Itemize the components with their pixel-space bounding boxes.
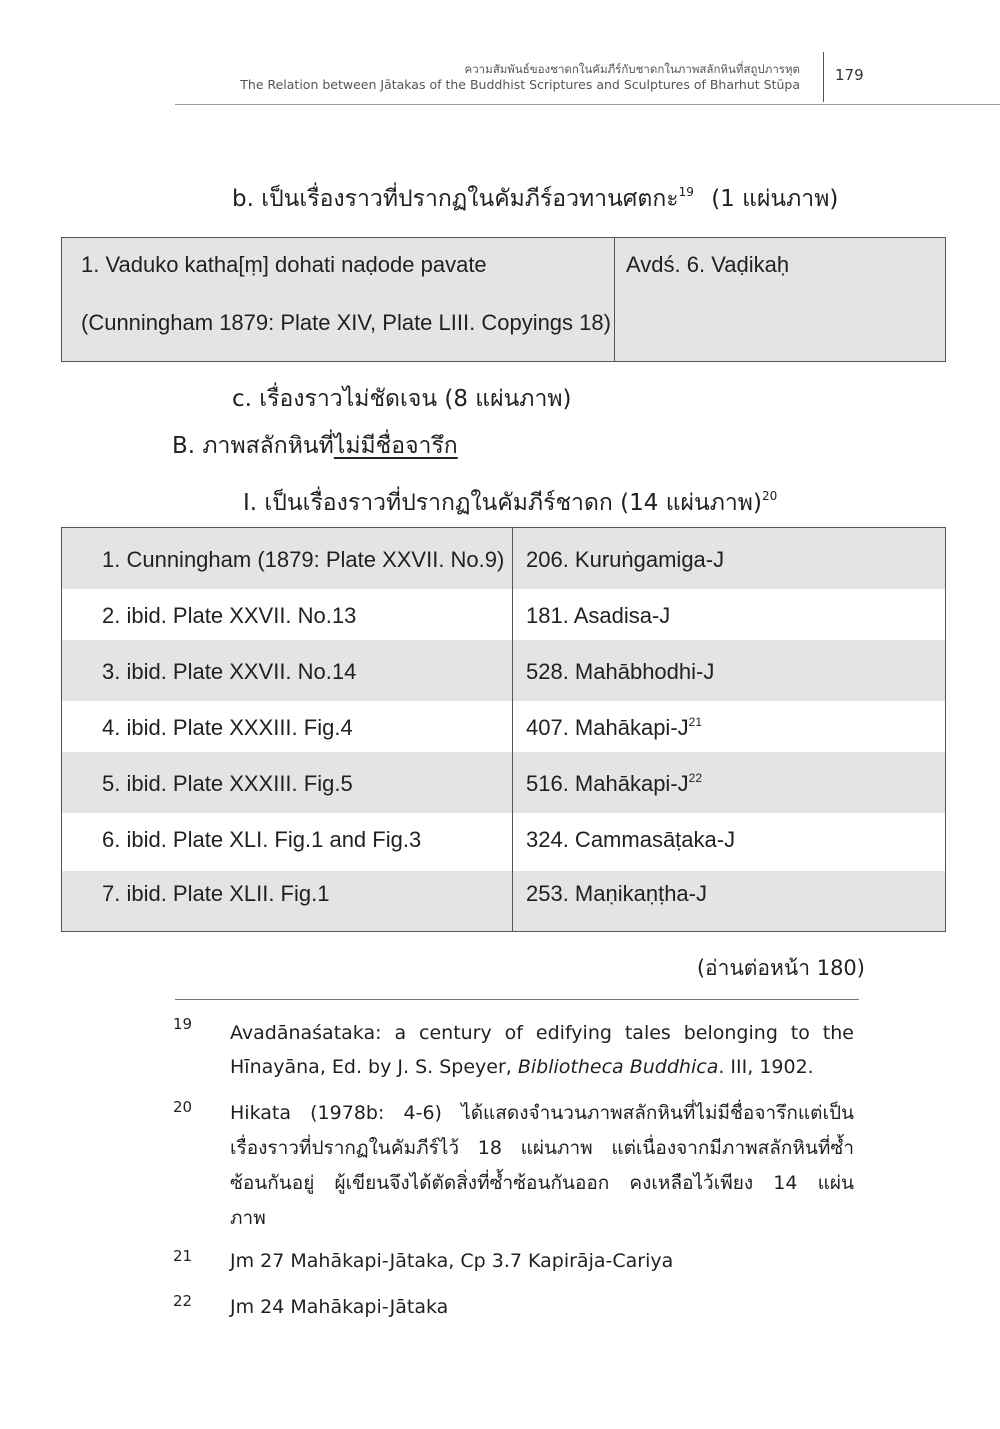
table-cell-reference: 7. ibid. Plate XLII. Fig.1 xyxy=(102,881,330,906)
header-divider xyxy=(823,52,824,102)
table-column-divider xyxy=(512,528,513,931)
footnote-ref-19[interactable]: 19 xyxy=(678,185,694,199)
table-cell-jataka xyxy=(526,771,702,797)
footnote-line: Jm 24 Mahākapi-Jātaka xyxy=(230,1296,449,1318)
footnote-italic-title: Bibliotheca Buddhica xyxy=(517,1056,719,1078)
table-cell-reference: 3. ibid. Plate XXVII. No.14 xyxy=(102,659,357,684)
table-row xyxy=(62,752,945,813)
heading-section-b-text: b. เป็นเรื่องราวที่ปรากฏในคัมภีร์อวทานศตกะ xyxy=(232,186,679,212)
footnote-number: 22 xyxy=(173,1292,193,1310)
table-cell-jataka xyxy=(526,715,702,741)
footnote-line: Avadānaśataka: a century of edifying tales belonging to the xyxy=(230,1022,854,1044)
table-row xyxy=(62,813,945,871)
footnote-19 xyxy=(230,1016,854,1084)
footnote-number: 21 xyxy=(173,1247,193,1265)
table-jataka xyxy=(61,527,946,932)
footnote-number: 19 xyxy=(173,1015,193,1033)
footnote-ref-20[interactable]: 20 xyxy=(761,489,778,503)
footnote-20 xyxy=(230,1096,854,1236)
table-cell-reference: 6. ibid. Plate XLI. Fig.1 and Fig.3 xyxy=(102,827,422,852)
footnote-ref-21[interactable]: 21 xyxy=(688,715,703,729)
jataka-name: 516. Mahākapi-J xyxy=(526,771,689,796)
table-cell-jataka: 324. Cammasāṭaka-J xyxy=(526,827,736,852)
footnote-line: Hikata (1978b: 4-6) ได้แสดงจำนวนภาพสลักหินที่ไม่มีชื่อจารึกแต่เป็น xyxy=(230,1102,854,1124)
footnote-22 xyxy=(230,1290,854,1324)
table-row xyxy=(62,871,945,931)
footnote-ref-22[interactable]: 22 xyxy=(688,771,703,785)
jataka-name: 407. Mahākapi-J xyxy=(526,715,689,740)
table-cell-reference: 1. Cunningham (1879: Plate XXVII. No.9) xyxy=(102,547,505,572)
footnote-number: 20 xyxy=(173,1098,193,1116)
footnote-line: เรื่องราวที่ปรากฏในคัมภีร์ไว้ 18 แผ่นภาพ แต่เนื่องจากมีภาพสลักหินที่ซ้ำ xyxy=(230,1137,854,1159)
footnote-line xyxy=(230,1050,854,1084)
heading-section-B-underlined: ไม่มีชื่อจารึก xyxy=(333,433,458,459)
running-header-english: The Relation between Jātakas of the Buddhist Scriptures and Sculptures of Bharhut Stūpa xyxy=(240,77,800,92)
heading-section-I-text: I. เป็นเรื่องราวที่ปรากฏในคัมภีร์ชาดก (14 แผ่นภาพ) xyxy=(243,490,762,516)
table-cell-jataka: 206. Kuruṅgamiga-J xyxy=(526,547,725,572)
footnote-rule xyxy=(175,999,859,1000)
table-cell-inscription: 1. Vaduko katha[ṃ] dohati naḍode pavate xyxy=(81,252,487,277)
footnote-line: ภาพ xyxy=(230,1207,266,1229)
header-rule xyxy=(175,104,1000,105)
footnote-text: Hīnayāna, Ed. by J. S. Speyer, xyxy=(230,1056,518,1078)
footnote-line: ซ้อนกันอยู่ ผู้เขียนจึงได้ตัดสิ่งที่ซ้ำซ้อนกันออก คงเหลือไว้เพียง 14 แผ่น xyxy=(230,1172,854,1194)
heading-section-b xyxy=(232,181,838,217)
table-cell-reference: (Cunningham 1879: Plate XIV, Plate LIII. Copyings 18) xyxy=(81,310,611,335)
table-cell-reference: 5. ibid. Plate XXXIII. Fig.5 xyxy=(102,771,353,796)
table-cell-jataka: 181. Asadisa-J xyxy=(526,603,671,628)
table-cell-jataka: 528. Mahābhodhi-J xyxy=(526,659,715,684)
table-cell-avadana: Avdś. 6. Vaḍikaḥ xyxy=(626,252,790,277)
heading-section-B xyxy=(172,428,458,464)
table-cell-jataka: 253. Maṇikaṇṭha-J xyxy=(526,881,707,906)
table-row xyxy=(62,701,945,752)
footnote-line: Jm 27 Mahākapi-Jātaka, Cp 3.7 Kapirāja-Cariya xyxy=(230,1250,674,1272)
table-cell-reference: 2. ibid. Plate XXVII. No.13 xyxy=(102,603,357,628)
heading-section-b-count: (1 แผ่นภาพ) xyxy=(711,186,839,212)
table-avadanasataka xyxy=(61,237,946,362)
footnote-text: . III, 1902. xyxy=(718,1056,814,1078)
continued-note: (อ่านต่อหน้า 180) xyxy=(696,956,865,980)
table-cell-reference: 4. ibid. Plate XXXIII. Fig.4 xyxy=(102,715,353,740)
heading-section-B-prefix: B. ภาพสลักหินที่ xyxy=(172,433,334,459)
heading-section-c: c. เรื่องราวไม่ชัดเจน (8 แผ่นภาพ) xyxy=(232,386,572,412)
running-header-thai: ความสัมพันธ์ของชาดกในคัมภีร์กับชาดกในภาพสลักหินที่สถูปภารหุต xyxy=(464,62,800,76)
table-column-divider xyxy=(614,238,615,361)
table-row xyxy=(62,528,945,589)
heading-section-I xyxy=(243,485,777,521)
footnote-21 xyxy=(230,1244,854,1278)
table-row xyxy=(62,589,945,640)
table-row xyxy=(62,640,945,701)
page-number: 179 xyxy=(835,66,864,84)
